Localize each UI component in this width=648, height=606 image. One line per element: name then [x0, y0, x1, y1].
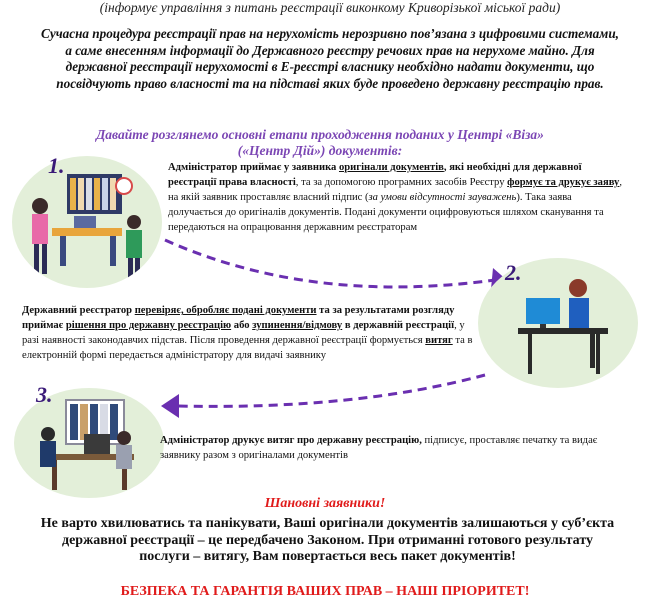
stages-heading: Давайте розглянемо основні етапи проходження поданих у Центрі «Віза» («Центр Дій») документів: — [96, 127, 544, 158]
step2-number: 2. — [505, 260, 522, 285]
step2-illustration — [478, 258, 638, 388]
slogan: БЕЗПЕКА ТА ГАРАНТІЯ ВАШИХ ПРАВ – НАШІ ПРІОРИТЕТ! — [120, 584, 530, 599]
step2-text: Державний реєстратор перевіряє, обробляє подані документи та за результатами розгляду приймає рішення про державну реєстрацію або зупинення/відмову в державній реєстрації, у разі наявності законодавчих підстав. Після проведення державної реєстрації формується витяг та в електронній формі передається адміністратору для видачі заявнику — [22, 305, 473, 361]
step1-number: 1. — [48, 153, 65, 178]
step1-illustration — [12, 156, 162, 288]
arrow-step2-to-step3 — [155, 370, 505, 430]
arrow-step1-to-step2 — [160, 225, 510, 295]
step3-text: Адміністратор друкує витяг про державну реєстрацію, підписує, проставляє печатку та видає заявнику разом з оригіналами документів — [160, 435, 598, 461]
step1-text: Адміністратор приймає у заявника оригінали документів, які необхідні для державної реєстрації права власності, та за допомогою програмних засобів Реєстру формує та друкує заяву, на якій заявник проставляє власний підпис (за умови відсутності зауважень). Така заява долучається до оригіналів документів. Подані документи оцифровуються шляхом сканування та передаються на опрацювання державним реєстраторам — [168, 162, 623, 233]
greeting: Шановні заявники! — [264, 496, 386, 511]
reassurance-text: Не варто хвилюватись та панікувати, Ваші оригінали документів залишаються у суб’єкта державної реєстрації – це передбачено Законом. При отриманні готового результату послуги – витягу, Вам повертається весь пакет документів! — [40, 516, 615, 564]
step3-number: 3. — [36, 382, 53, 407]
intro-paragraph: Сучасна процедура реєстрації прав на нерухомість нерозривно пов’язана з цифровими системами, а саме внесенням інформації до Державного реєстру речових прав на нерухоме майно. Для державної реєстрації нерухомості в Е-реєстрі власнику необхідно надати документи, що посвідчують право власності та на підставі яких буде проведено державну реєстрацію прав. — [41, 26, 619, 91]
source-line: (інформує управління з питань реєстрації виконкому Криворізької міської ради) — [99, 0, 561, 15]
